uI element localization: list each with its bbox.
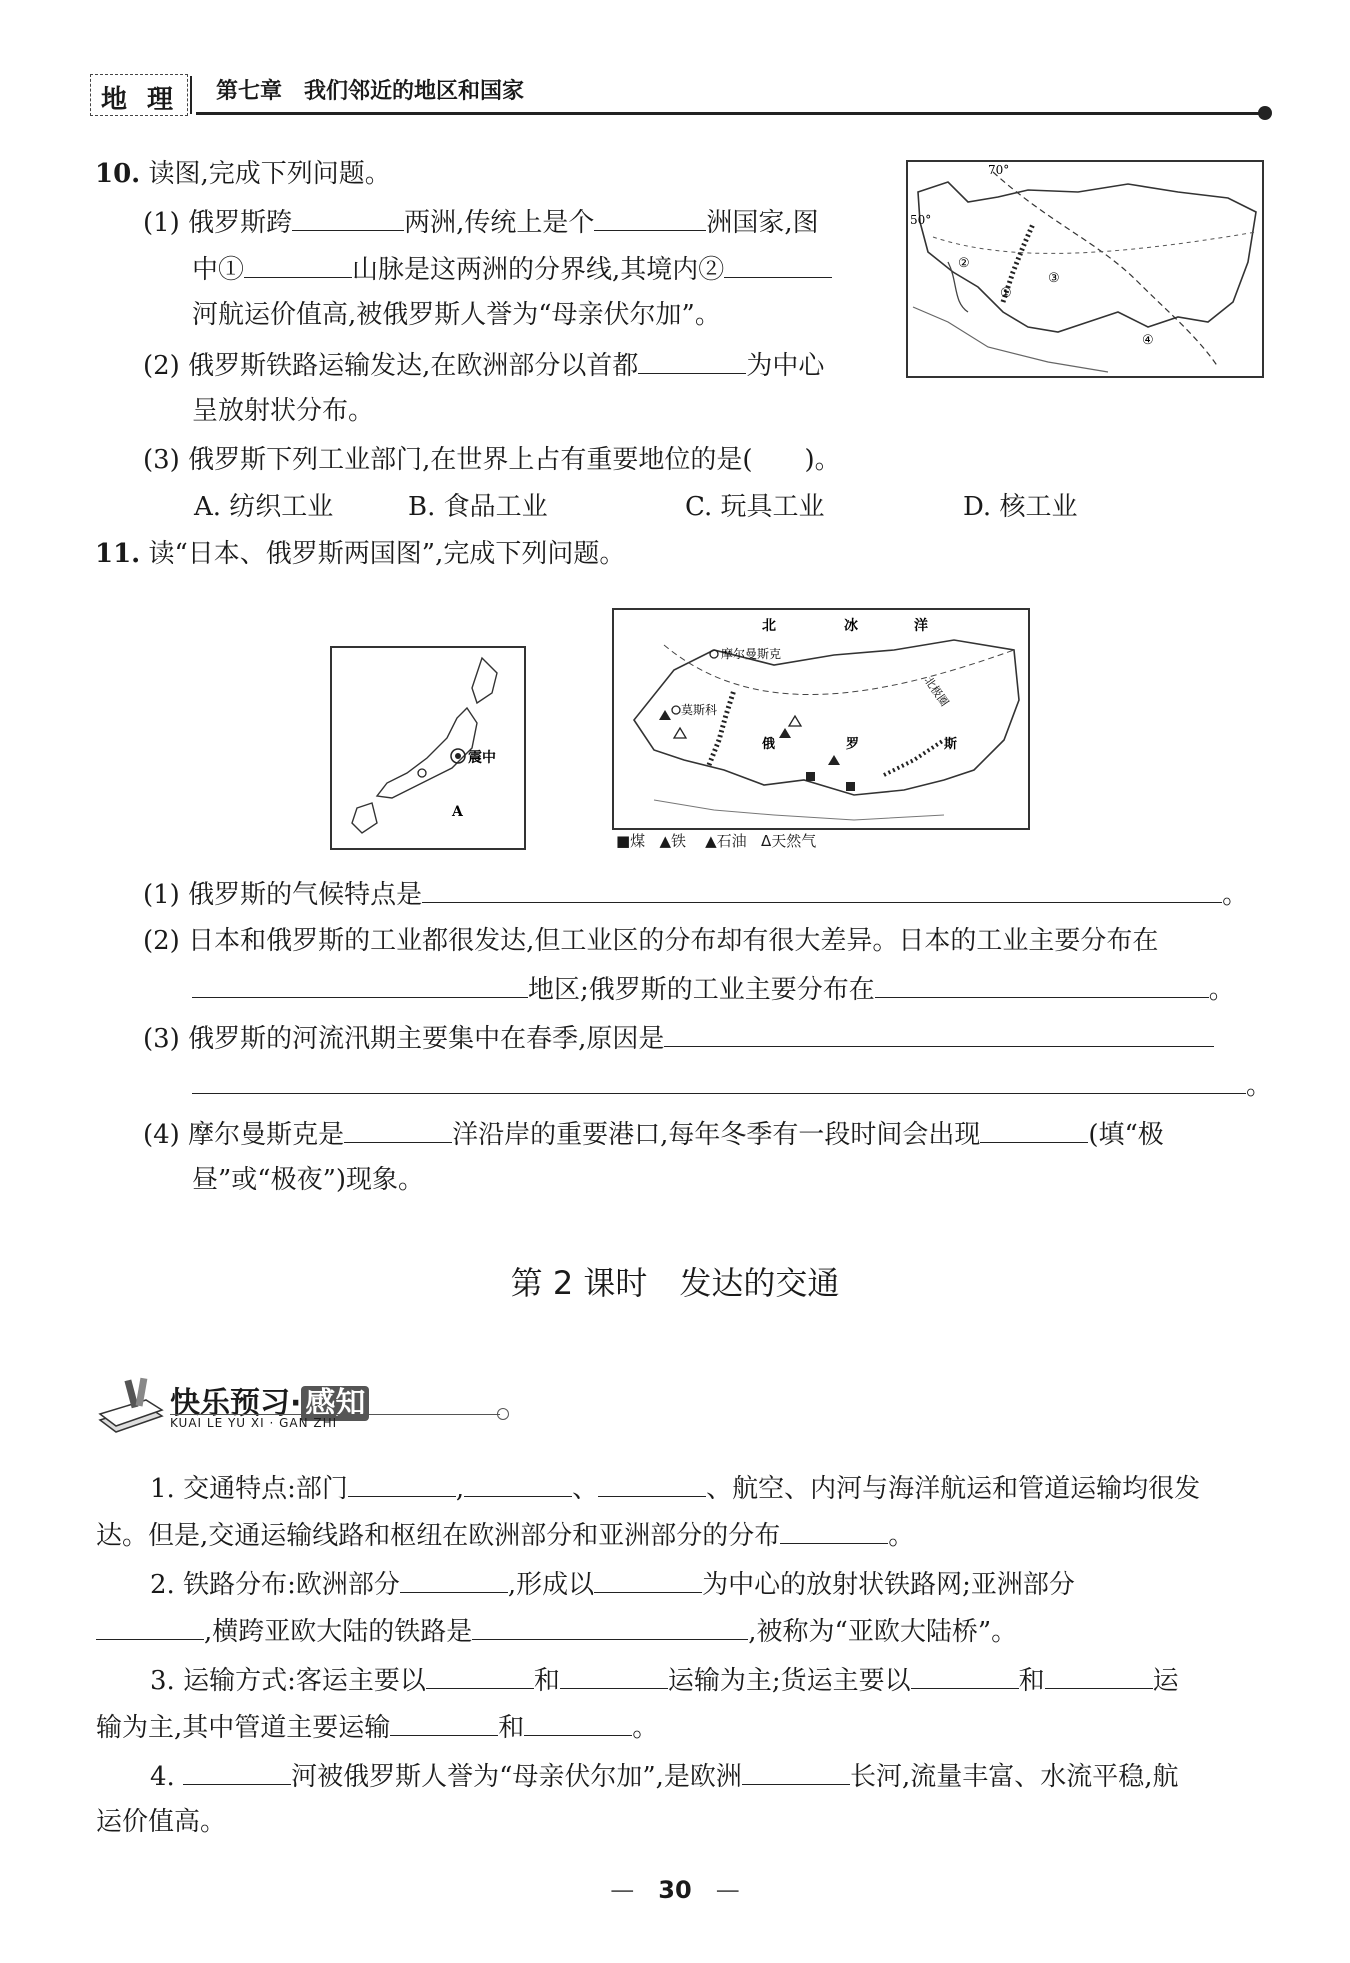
q10-part1-line2: 中① 山脉是这两洲的分界线,其境内② (192, 251, 832, 287)
answer-blank[interactable] (742, 1758, 850, 1785)
q11-stem: 11. 读“日本、俄罗斯两国图”,完成下列问题。 (95, 539, 626, 569)
chapter-title: 第七章 我们邻近的地区和国家 (216, 78, 525, 104)
answer-blank[interactable] (594, 1566, 702, 1593)
oil-marker (779, 728, 791, 738)
answer-blank[interactable] (980, 1116, 1088, 1143)
subject-badge (90, 74, 188, 116)
banner-rule (170, 1414, 500, 1415)
preview-banner (96, 1376, 426, 1436)
item4-line1: 4. 河被俄罗斯人誉为“母亲伏尔加”,是欧洲 长河,流量丰富、水流平稳,航 (150, 1758, 1178, 1794)
gas-marker (789, 716, 801, 726)
label-epicenter: 震中 (468, 750, 496, 766)
q11-part3-line2: 。 (192, 1067, 1272, 1103)
subject-char-1: 地 (101, 85, 128, 115)
legend-iron: ▲铁 (659, 832, 687, 850)
label-moscow: 莫斯科 (681, 703, 718, 717)
answer-blank[interactable] (472, 1613, 748, 1640)
answer-blank[interactable] (183, 1758, 291, 1785)
item2-line1: 2. 铁路分布:欧洲部分 ,形成以 为中心的放射状铁路网;亚洲部分 (150, 1566, 1075, 1602)
map-marker-4: ④ (1142, 333, 1154, 348)
q10-part1-line1: (1) 俄罗斯跨 两洲,传统上是个 洲国家,图 (143, 204, 819, 240)
answer-blank[interactable] (560, 1662, 668, 1689)
russia-outline-map-svg (908, 162, 1262, 376)
answer-blank[interactable] (464, 1470, 572, 1497)
label-ru-3: 斯 (944, 737, 958, 752)
q10-option-a[interactable]: A. 纺织工业 (194, 492, 334, 522)
ural-mountains (709, 690, 734, 765)
russia-outline-map (906, 160, 1264, 378)
page-number: — 30 — (610, 1876, 740, 1904)
arctic-circle-line (664, 645, 1014, 695)
iron-marker (828, 755, 840, 765)
lesson-title: 第 2 课时 发达的交通 (510, 1264, 840, 1302)
answer-blank[interactable] (664, 1020, 1214, 1047)
q10-stem: 10. 读图,完成下列问题。 (95, 159, 391, 189)
header-rule-dot (1258, 106, 1272, 120)
japan-map (330, 646, 526, 850)
answer-blank[interactable] (348, 1470, 456, 1497)
label-ocean-1: 北 (762, 618, 776, 634)
q11-part3-line1: (3) 俄罗斯的河流汛期主要集中在春季,原因是 (143, 1020, 1214, 1056)
answer-blank[interactable] (594, 204, 706, 231)
coal-marker (846, 782, 855, 791)
label-ocean-2: 冰 (844, 618, 858, 634)
kyushu-outline (352, 803, 377, 833)
answer-blank[interactable] (292, 204, 404, 231)
eastern-mountains (884, 740, 944, 775)
q10-option-d[interactable]: D. 核工业 (963, 492, 1078, 522)
city-marker (418, 769, 426, 777)
item2-line2: ,横跨亚欧大陆的铁路是 ,被称为“亚欧大陆桥”。 (96, 1613, 1017, 1649)
q10-part2-line2: 呈放射状分布。 (192, 396, 375, 426)
header-rule (196, 112, 1266, 115)
item3-line2: 输为主,其中管道主要运输 和 。 (96, 1709, 658, 1745)
gas-marker (674, 728, 686, 738)
q10-part2-line1: (2) 俄罗斯铁路运输发达,在欧洲部分以首都 为中心 (143, 347, 824, 383)
answer-blank[interactable] (875, 971, 1209, 998)
map-marker-1: ① (1000, 286, 1012, 301)
answer-blank[interactable] (1045, 1662, 1153, 1689)
answer-blank[interactable] (638, 347, 746, 374)
russia-border (634, 640, 1019, 795)
answer-blank[interactable] (344, 1116, 452, 1143)
subject-char-2: 理 (147, 85, 174, 115)
label-ocean-3: 洋 (914, 618, 928, 634)
item1-line1: 1. 交通特点:部门 , 、 、航空、内河与海洋航运和管道运输均很发 (150, 1470, 1200, 1506)
answer-blank[interactable] (911, 1662, 1019, 1689)
answer-blank[interactable] (524, 1709, 632, 1736)
q10-part3: (3) 俄罗斯下列工业部门,在世界上占有重要地位的是( )。 (143, 445, 841, 475)
japan-map-svg (332, 648, 524, 848)
answer-blank[interactable] (400, 1566, 508, 1593)
label-50deg: 50° (910, 213, 932, 227)
label-arctic-circle: 北极圈 (921, 674, 952, 709)
russia-map-legend (616, 830, 816, 851)
map-marker-2: ② (958, 256, 970, 271)
russia-resource-map-svg (614, 610, 1028, 828)
iron-marker (659, 710, 671, 720)
books-pencil-icon (96, 1376, 166, 1436)
epicenter-dot (455, 753, 461, 759)
q11-part1: (1) 俄罗斯的气候特点是 。 (143, 876, 1248, 912)
q11-part4-line1: (4) 摩尔曼斯克是 洋沿岸的重要港口,每年冬季有一段时间会出现 (填“极 (143, 1116, 1164, 1152)
answer-blank[interactable] (422, 876, 1222, 903)
answer-blank[interactable] (724, 251, 832, 278)
q10-option-b[interactable]: B. 食品工业 (408, 492, 548, 522)
map-marker-3: ③ (1048, 271, 1060, 286)
answer-blank[interactable] (192, 1067, 1246, 1094)
hokkaido-outline (472, 658, 497, 703)
q10-option-c[interactable]: C. 玩具工业 (685, 492, 825, 522)
label-a: A (452, 804, 463, 820)
answer-blank[interactable] (426, 1662, 534, 1689)
latitude-line (933, 232, 1256, 253)
answer-blank[interactable] (96, 1613, 204, 1640)
southern-border (654, 800, 944, 820)
answer-blank[interactable] (192, 971, 528, 998)
answer-blank[interactable] (244, 251, 352, 278)
preview-banner-pinyin: KUAI LE YU XI · GAN ZHI (170, 1416, 338, 1430)
legend-coal: ■煤 (616, 832, 646, 850)
answer-blank[interactable] (390, 1709, 498, 1736)
label-70deg: 70° (988, 163, 1010, 177)
item3-line1: 3. 运输方式:客运主要以 和 运输为主;货运主要以 和 运 (150, 1662, 1179, 1698)
q11-part2-line2: 地区;俄罗斯的工业主要分布在 。 (192, 971, 1235, 1007)
honshu-outline (377, 708, 477, 798)
arctic-circle-line (993, 172, 1218, 367)
q11-part2-line1: (2) 日本和俄罗斯的工业都很发达,但工业区的分布却有很大差异。日本的工业主要分布在 (143, 926, 1159, 956)
russia-resource-map (612, 608, 1030, 830)
q11-part4-line2: 昼”或“极夜”)现象。 (192, 1165, 425, 1195)
item1-line2: 达。但是,交通运输线路和枢纽在欧洲部分和亚洲部分的分布 。 (96, 1517, 914, 1553)
answer-blank[interactable] (780, 1517, 888, 1544)
banner-rule-end (497, 1408, 509, 1420)
q10-part1-line3: 河航运价值高,被俄罗斯人誉为“母亲伏尔加”。 (192, 300, 721, 330)
murmansk-marker (710, 650, 718, 658)
label-ru-1: 俄 (762, 737, 776, 752)
legend-gas: Δ天然气 (760, 832, 817, 850)
preview-banner-title: 快乐预习· 感知 (170, 1378, 369, 1422)
coal-marker (806, 772, 815, 781)
answer-blank[interactable] (598, 1470, 706, 1497)
item4-line2: 运价值高。 (96, 1807, 227, 1837)
header-divider (190, 76, 192, 114)
label-murmansk: 摩尔曼斯克 (721, 647, 782, 661)
moscow-marker (672, 706, 680, 714)
legend-oil: ▲石油 (705, 832, 747, 850)
label-ru-2: 罗 (846, 737, 860, 752)
